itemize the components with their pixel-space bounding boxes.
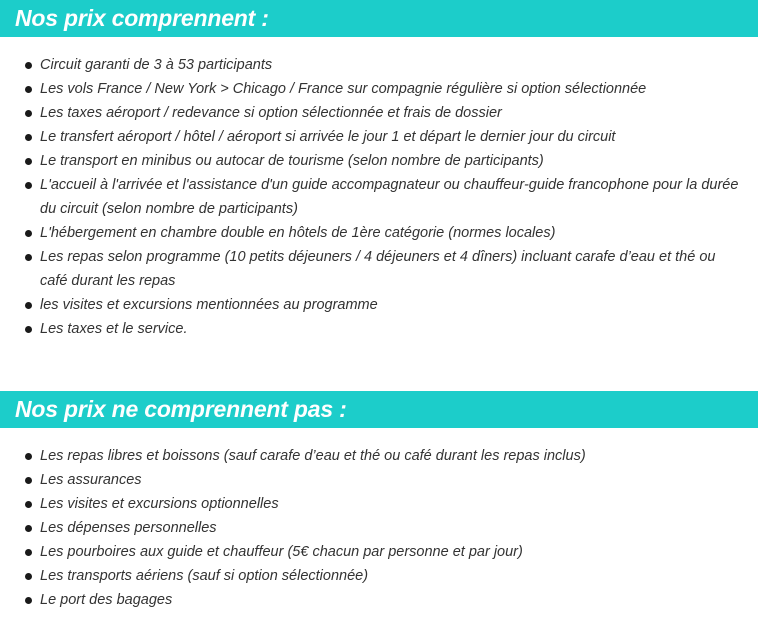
list-item [0,317,758,341]
bullet-icon [25,326,32,333]
bullet-icon [25,110,32,117]
excluded-section-heading: Nos prix ne comprennent pas : [0,391,758,428]
list-item [0,149,758,173]
list-item [0,293,758,317]
bullet-icon [25,573,32,580]
list-item [0,516,758,540]
list-item [0,468,758,492]
list-item [0,444,758,468]
list-item-text: Les taxes et le service. [40,321,188,337]
list-item-text: Le transfert aéroport / hôtel / aéroport si arrivée le jour 1 et départ le dernier jour du circuit [40,129,616,145]
bullet-icon [25,86,32,93]
list-item-text: Les pourboires aux guide et chauffeur (5€ chacun par personne et par jour) [40,544,523,560]
list-item [0,492,758,516]
bullet-icon [25,182,32,189]
bullet-icon [25,254,32,261]
included-section-heading: Nos prix comprennent : [0,0,758,37]
list-item [0,173,758,221]
bullet-icon [25,62,32,69]
list-item [0,540,758,564]
bullet-icon [25,158,32,165]
list-item-text: Les transports aériens (sauf si option sélectionnée) [40,568,369,584]
list-item-text: Le port des bagages [40,592,173,608]
bullet-icon [25,302,32,309]
included-items-list [0,53,758,341]
list-item-text: Les visites et excursions optionnelles [40,496,279,512]
list-item [0,101,758,125]
list-item-text: les visites et excursions mentionnées au programme [40,297,378,313]
bullet-icon [25,549,32,556]
list-item [0,221,758,245]
list-item-text: Les dépenses personnelles [40,520,217,536]
list-item [0,564,758,588]
list-item [0,588,758,612]
excluded-items-list [0,444,758,612]
list-item-text: Circuit garanti de 3 à 53 participants [40,57,273,73]
list-item-text: Les assurances [40,472,142,488]
list-item [0,77,758,101]
list-item-text: Les repas selon programme (10 petits déjeuners / 4 déjeuners et 4 dîners) incluant carafe d’eau et thé ou café durant les repas [40,249,716,289]
bullet-icon [25,597,32,604]
bullet-icon [25,453,32,460]
list-item-text: Les repas libres et boissons (sauf carafe d’eau et thé ou café durant les repas inclus) [40,448,586,464]
bullet-icon [25,477,32,484]
bullet-icon [25,230,32,237]
list-item [0,53,758,77]
list-item-text: Le transport en minibus ou autocar de tourisme (selon nombre de participants) [40,153,544,169]
bullet-icon [25,134,32,141]
list-item-text: L'hébergement en chambre double en hôtels de 1ère catégorie (normes locales) [40,225,556,241]
list-item [0,245,758,293]
bullet-icon [25,525,32,532]
list-item-text: Les vols France / New York > Chicago / France sur compagnie régulière si option sélectionnée [40,81,647,97]
bullet-icon [25,501,32,508]
list-item-text: Les taxes aéroport / redevance si option sélectionnée et frais de dossier [40,105,502,121]
list-item-text: L'accueil à l'arrivée et l'assistance d'un guide accompagnateur ou chauffeur-guide francophone pour la durée du circuit (selon nombre de participants) [40,177,739,217]
list-item [0,125,758,149]
